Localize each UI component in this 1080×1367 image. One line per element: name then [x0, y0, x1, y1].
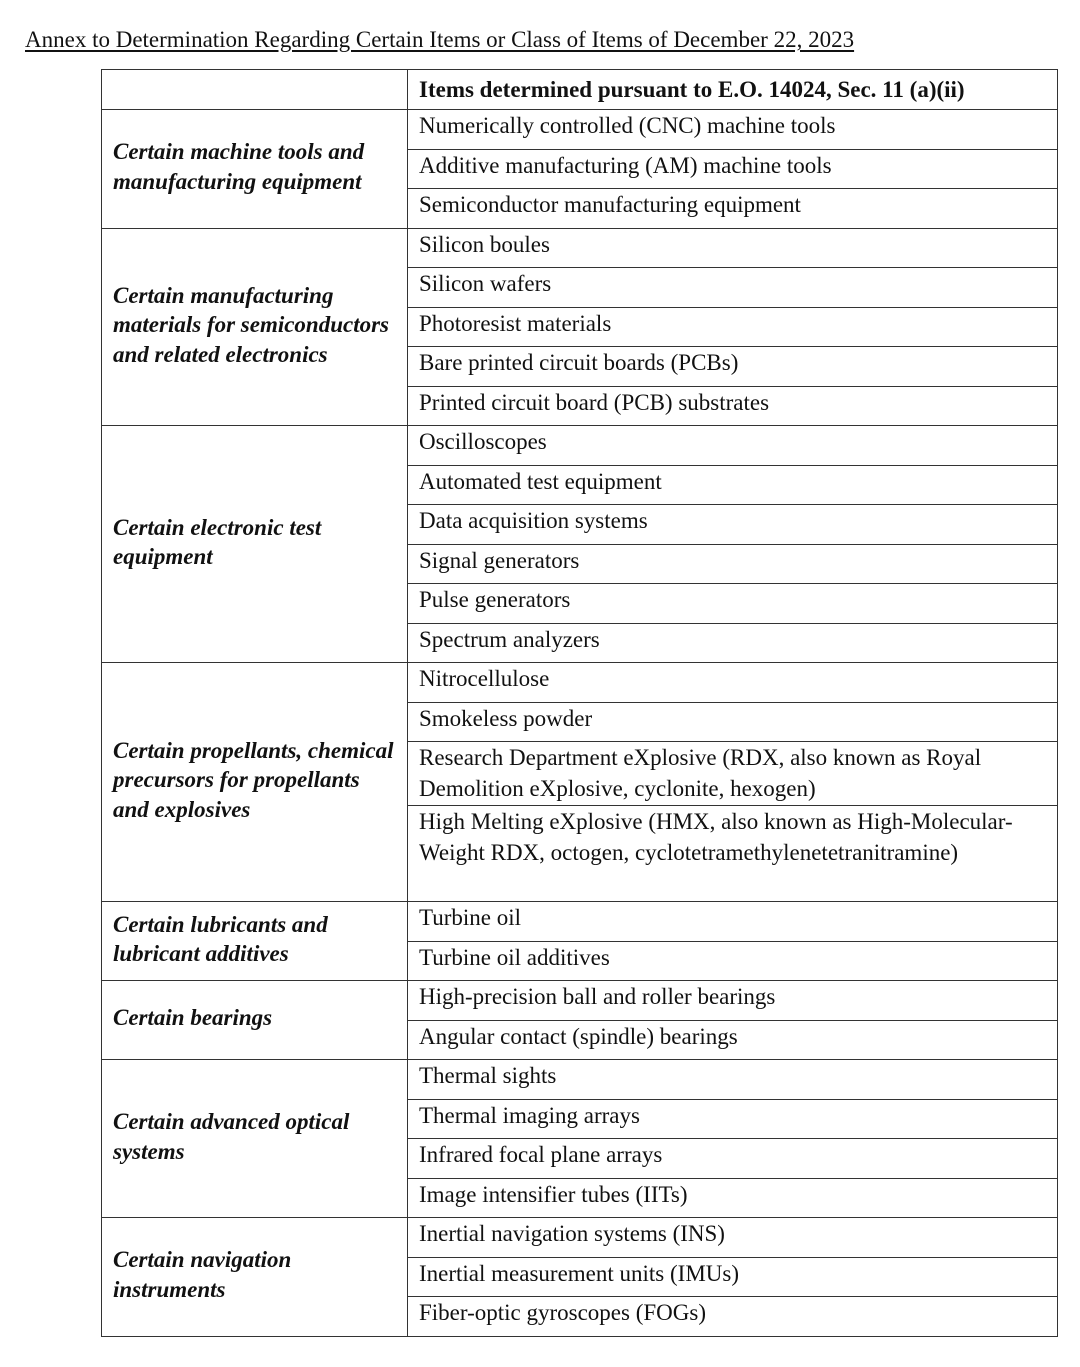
table-row	[102, 902, 1058, 942]
category-label: Certain electronic test equipment	[113, 514, 322, 569]
category-cell	[102, 1060, 408, 1218]
category-cell	[102, 902, 408, 981]
item-cell: Oscilloscopes	[408, 426, 1058, 466]
category-label: Certain bearings	[113, 1005, 273, 1031]
item-cell: Image intensifier tubes (IITs)	[408, 1178, 1058, 1218]
item-cell: Inertial measurement units (IMUs)	[408, 1257, 1058, 1297]
item-cell: Additive manufacturing (AM) machine tools	[408, 149, 1058, 189]
item-cell: Data acquisition systems	[408, 505, 1058, 545]
table-row	[102, 228, 1058, 268]
header-blank-cell	[102, 70, 408, 110]
item-cell: Inertial navigation systems (INS)	[408, 1218, 1058, 1258]
item-cell: Infrared focal plane arrays	[408, 1139, 1058, 1179]
table-header-row	[102, 70, 1058, 110]
category-cell	[102, 1218, 408, 1337]
item-cell: Printed circuit board (PCB) substrates	[408, 386, 1058, 426]
items-table	[101, 69, 1058, 1337]
table-row	[102, 663, 1058, 703]
item-cell: Semiconductor manufacturing equipment	[408, 189, 1058, 229]
table-row	[102, 1060, 1058, 1100]
item-cell: Smokeless powder	[408, 702, 1058, 742]
item-cell: High-precision ball and roller bearings	[408, 981, 1058, 1021]
table-row	[102, 1218, 1058, 1258]
item-cell: Silicon boules	[408, 228, 1058, 268]
item-cell: Signal generators	[408, 544, 1058, 584]
category-label: Certain lubricants and lubricant additives	[113, 911, 328, 966]
category-cell	[102, 426, 408, 663]
item-cell: Spectrum analyzers	[408, 623, 1058, 663]
item-cell: Research Department eXplosive (RDX, also known as Royal Demolition eXplosive, cyclonite, hexogen)	[408, 742, 1058, 806]
table-row	[102, 426, 1058, 466]
item-cell: Photoresist materials	[408, 307, 1058, 347]
table-header: Items determined pursuant to E.O. 14024, Sec. 11 (a)(ii)	[408, 70, 1058, 110]
item-cell: Angular contact (spindle) bearings	[408, 1020, 1058, 1060]
item-cell: Nitrocellulose	[408, 663, 1058, 703]
document-title: Annex to Determination Regarding Certain Items or Class of Items of December 22, 2023	[25, 27, 855, 52]
category-label: Certain propellants, chemical precursors for propellants and explosives	[113, 737, 394, 822]
category-label: Certain advanced optical systems	[113, 1109, 350, 1164]
item-cell: Pulse generators	[408, 584, 1058, 624]
item-cell: Turbine oil additives	[408, 941, 1058, 981]
item-cell: Fiber-optic gyroscopes (FOGs)	[408, 1297, 1058, 1337]
category-label: Certain machine tools and manufacturing equipment	[113, 139, 365, 194]
table-row	[102, 981, 1058, 1021]
item-cell: Numerically controlled (CNC) machine tools	[408, 110, 1058, 150]
item-cell: Turbine oil	[408, 902, 1058, 942]
category-cell	[102, 228, 408, 426]
item-cell: Thermal imaging arrays	[408, 1099, 1058, 1139]
category-cell	[102, 663, 408, 902]
item-cell: Silicon wafers	[408, 268, 1058, 308]
category-label: Certain navigation instruments	[113, 1247, 292, 1302]
item-cell: Thermal sights	[408, 1060, 1058, 1100]
category-cell	[102, 981, 408, 1060]
item-cell: Automated test equipment	[408, 465, 1058, 505]
item-cell: High Melting eXplosive (HMX, also known as High-Molecular-Weight RDX, octogen, cyclotetramethylenetetranitramine)	[408, 806, 1058, 902]
category-cell	[102, 110, 408, 229]
category-label: Certain manufacturing materials for semiconductors and related electronics	[113, 282, 390, 367]
table-row	[102, 110, 1058, 150]
item-cell: Bare printed circuit boards (PCBs)	[408, 347, 1058, 387]
